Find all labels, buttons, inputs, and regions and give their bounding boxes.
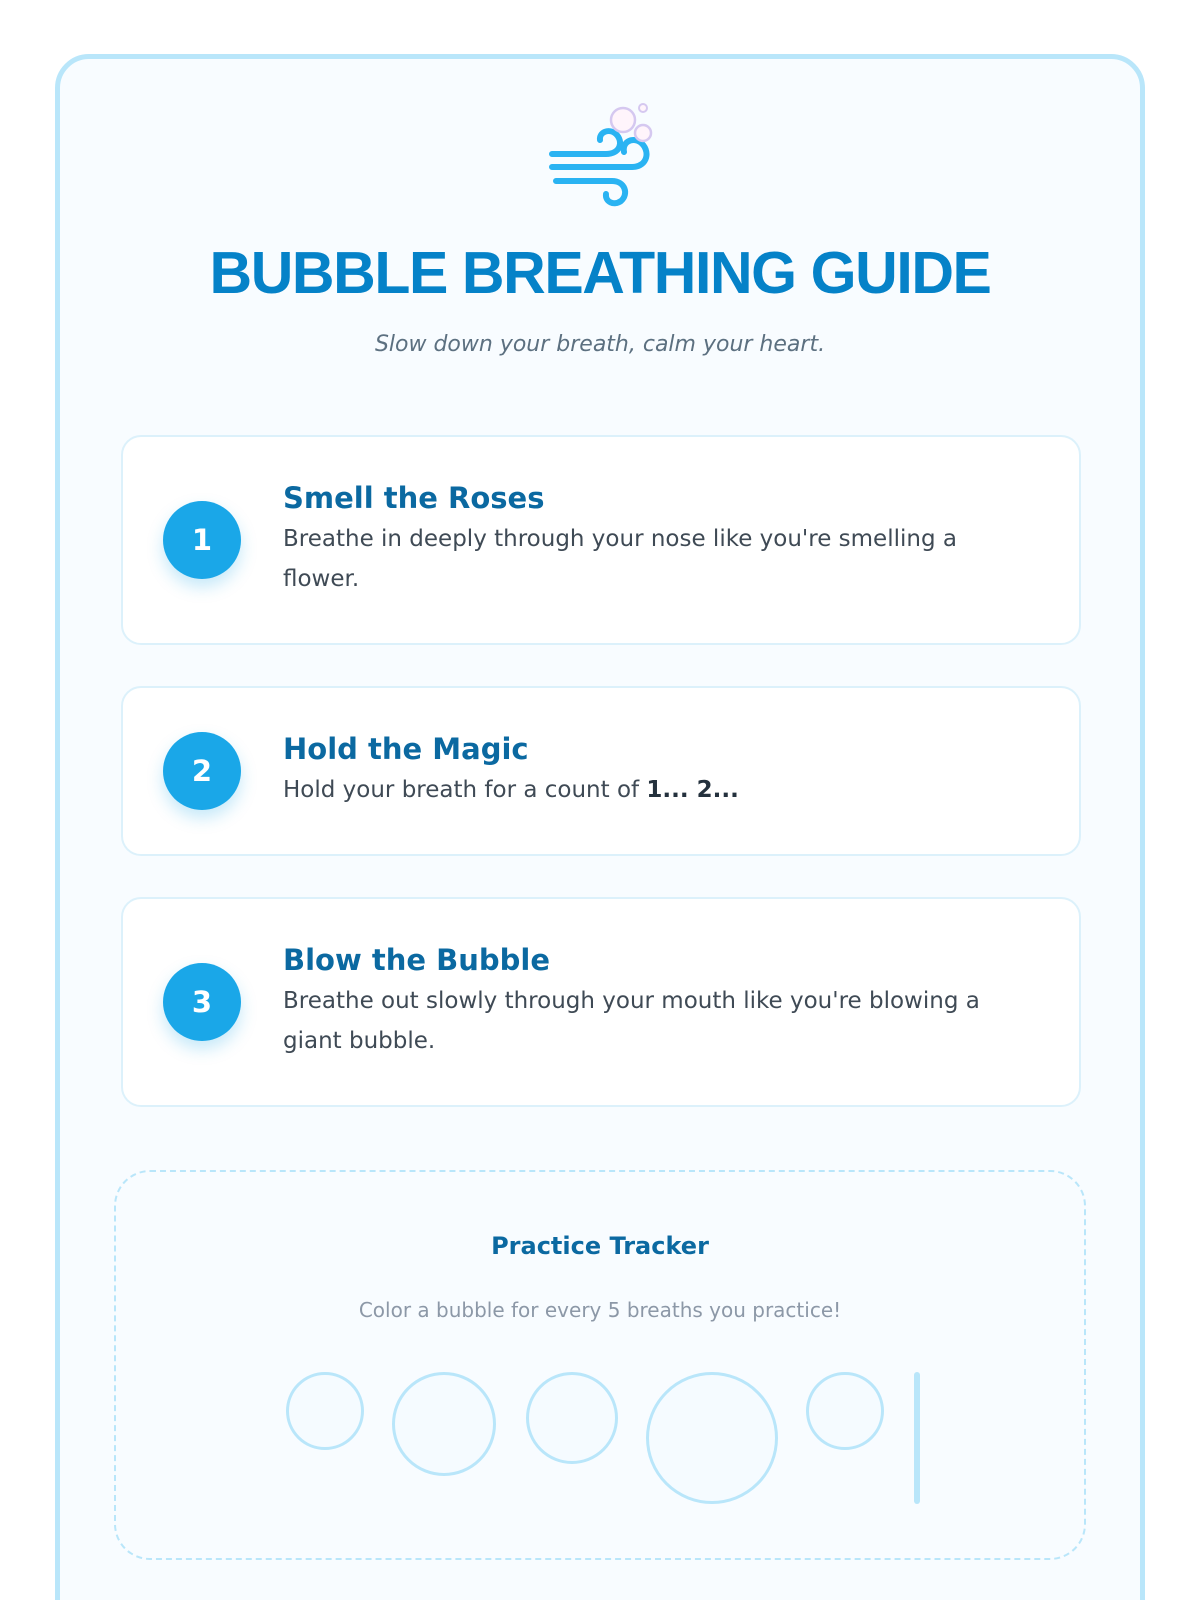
practice-bubble[interactable] bbox=[646, 1372, 778, 1504]
step-description bbox=[283, 770, 1033, 810]
step-number-badge: 1 bbox=[163, 501, 241, 579]
step-card-hold-magic bbox=[121, 686, 1081, 856]
step-title: Blow the Bubble bbox=[283, 943, 551, 977]
step-description: Breathe in deeply through your nose like you're smelling a flower. bbox=[283, 526, 957, 592]
step-description-text: Hold your breath for a count of bbox=[283, 777, 647, 803]
tracker-instructions: Color a bubble for every 5 breaths you practice! bbox=[358, 1298, 842, 1322]
practice-bubble[interactable] bbox=[526, 1372, 618, 1464]
step-card-smell-roses bbox=[121, 435, 1081, 645]
page-title: BUBBLE BREATHING GUIDE bbox=[209, 240, 991, 306]
practice-bubble[interactable] bbox=[392, 1372, 496, 1476]
practice-tracker bbox=[114, 1170, 1086, 1560]
step-title: Smell the Roses bbox=[283, 481, 545, 515]
step-card-blow-bubble bbox=[121, 897, 1081, 1107]
tracker-scroll-handle[interactable] bbox=[914, 1372, 920, 1504]
tracker-title: Practice Tracker bbox=[491, 1232, 709, 1260]
wind-bubbles-icon bbox=[548, 102, 666, 210]
count-emphasis: 1... 2... bbox=[646, 777, 739, 803]
practice-bubble[interactable] bbox=[286, 1372, 364, 1450]
step-title: Hold the Magic bbox=[283, 732, 529, 766]
page-subtitle: Slow down your breath, calm your heart. bbox=[374, 332, 826, 357]
practice-bubble[interactable] bbox=[806, 1372, 884, 1450]
step-description: Breathe out slowly through your mouth like you're blowing a giant bubble. bbox=[283, 988, 980, 1054]
step-number-badge: 2 bbox=[163, 732, 241, 810]
step-number-badge: 3 bbox=[163, 963, 241, 1041]
